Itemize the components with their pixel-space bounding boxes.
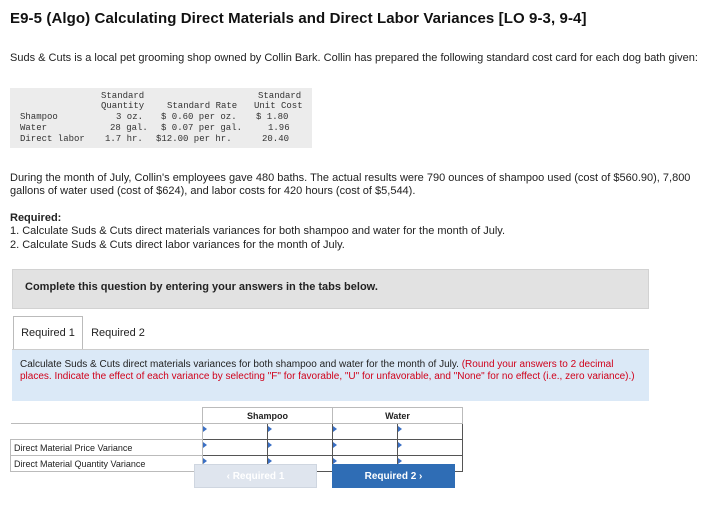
cost-water: 1.96 [268, 123, 290, 133]
water-price-variance-input[interactable] [333, 440, 398, 456]
tab-required-1[interactable]: Required 1 [13, 316, 83, 349]
qty-water: 28 gal. [110, 123, 148, 133]
input-marker-icon [268, 442, 272, 448]
column-header-shampoo: Shampoo [203, 408, 333, 424]
unit-cost-header-bottom: Unit Cost [254, 101, 303, 111]
row-label-labor: Direct labor [20, 134, 85, 144]
intro-text: Suds & Cuts is a local pet grooming shop owned by Collin Bark. Collin has prepared the following standard cost card for each dog bath given: [10, 52, 698, 64]
input-marker-icon [333, 426, 337, 432]
prev-required-1-button[interactable]: ‹ Required 1 [194, 464, 317, 488]
input-marker-icon [398, 426, 402, 432]
input-marker-icon [268, 426, 272, 432]
cost-shampoo: $ 1.80 [256, 112, 289, 122]
rate-water: $ 0.07 per gal. [161, 123, 243, 133]
column-header-water: Water [333, 408, 463, 424]
blank-row-label [11, 424, 203, 440]
shampoo-effect-blank[interactable] [268, 424, 333, 440]
required-item-1: 1. Calculate Suds & Cuts direct materials variances for both shampoo and water for the month of July. [10, 225, 506, 237]
answer-table [10, 407, 463, 472]
water-price-variance-effect[interactable] [398, 440, 463, 456]
next-required-2-button[interactable]: Required 2 › [332, 464, 455, 488]
required-heading: Required: [10, 212, 62, 224]
row-label-price-variance: Direct Material Price Variance [11, 440, 203, 456]
row-label-quantity-variance: Direct Material Quantity Variance [11, 456, 203, 472]
panel-text: Calculate Suds & Cuts direct materials variances for both shampoo and water for the month of July. [20, 359, 459, 370]
panel-instructions [20, 359, 642, 383]
rate-header: Standard Rate [167, 101, 238, 111]
input-marker-icon [333, 442, 337, 448]
page-title: E9-5 (Algo) Calculating Direct Materials and Direct Labor Variances [LO 9-3, 9-4] [10, 10, 587, 27]
header-spacer [11, 408, 203, 424]
actuals-text: During the month of July, Collin's employees gave 480 baths. The actual results were 790 ounces of shampoo used (cost of $560.90), 7,800 gallons of water used (cost of $624), and labor costs for 420 hours (cost of $5,544). [10, 172, 691, 197]
shampoo-input-blank[interactable] [203, 424, 268, 440]
qty-labor: 1.7 hr. [105, 134, 143, 144]
standard-cost-card [10, 88, 312, 148]
cost-labor: 20.40 [262, 134, 290, 144]
unit-cost-header-top: Standard [258, 91, 302, 101]
water-effect-blank[interactable] [398, 424, 463, 440]
quantity-header-top: Standard [101, 91, 145, 101]
tab-required-2[interactable]: Required 2 [86, 316, 150, 349]
instructions-banner [12, 269, 649, 309]
row-label-shampoo: Shampoo [20, 112, 58, 122]
quantity-header-bottom: Quantity [101, 101, 145, 111]
shampoo-price-variance-effect[interactable] [268, 440, 333, 456]
rate-labor: $12.00 per hr. [156, 134, 232, 144]
shampoo-price-variance-input[interactable] [203, 440, 268, 456]
banner-text: Complete this question by entering your answers in the tabs below. [25, 281, 378, 293]
rate-shampoo: $ 0.60 per oz. [161, 112, 237, 122]
input-marker-icon [398, 442, 402, 448]
input-marker-icon [203, 426, 207, 432]
required-item-2: 2. Calculate Suds & Cuts direct labor variances for the month of July. [10, 239, 345, 251]
qty-shampoo: 3 oz. [116, 112, 144, 122]
row-label-water: Water [20, 123, 48, 133]
panel-note: (Round your answers to 2 decimal places. Indicate the effect of each variance by selecting "F" for favorable, "U" for unfavorable, and "None" for no effect (i.e., zero variance).) [20, 359, 635, 382]
input-marker-icon [203, 442, 207, 448]
water-input-blank[interactable] [333, 424, 398, 440]
question-panel [12, 349, 649, 401]
